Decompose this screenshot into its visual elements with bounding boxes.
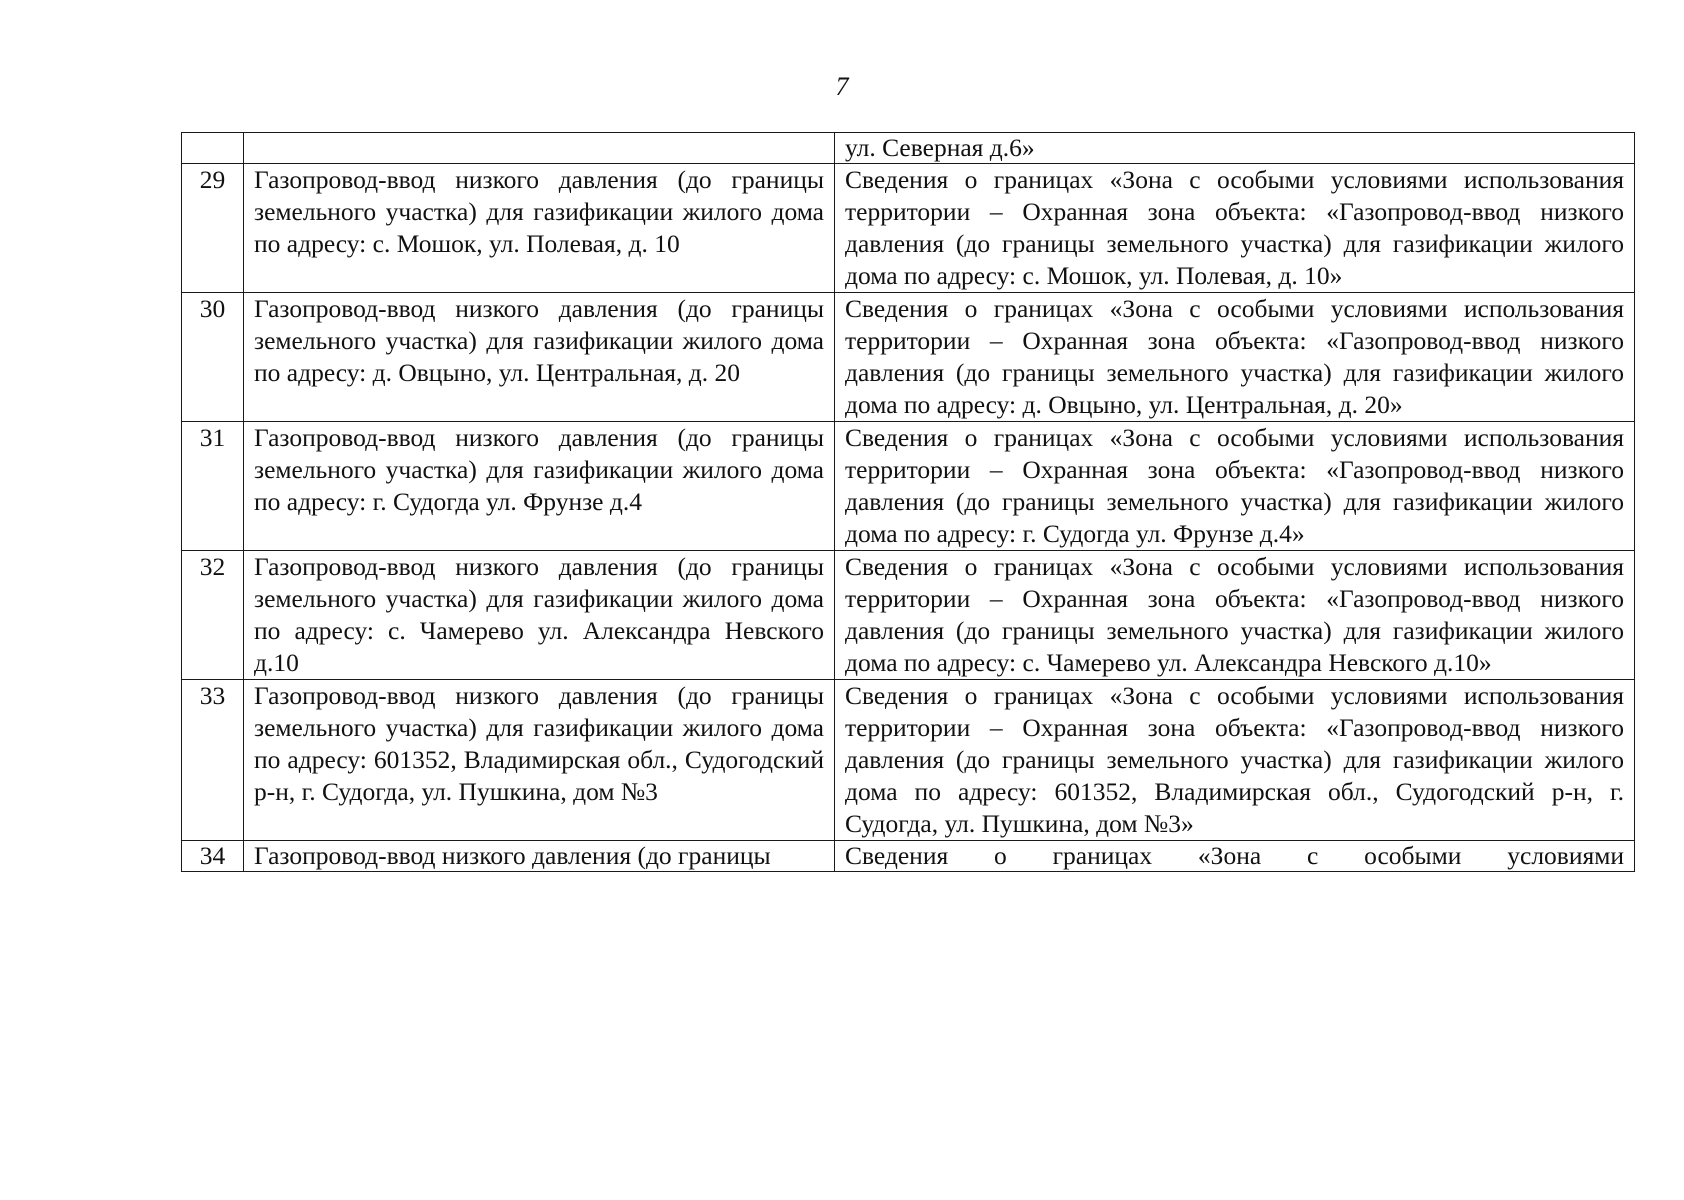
table-row xyxy=(182,164,1635,293)
table-row xyxy=(182,133,1635,164)
object-name-cell: Газопровод-ввод низкого давления (до границы земельного участка) для газификации жилого дома по адресу: 601352, Владимирская обл., Судогодский р-н, г. Судогда, ул. Пушкина, дом №3 xyxy=(244,680,835,841)
object-name-cell: Газопровод-ввод низкого давления (до границы xyxy=(244,841,835,872)
row-number-cell: 34 xyxy=(182,841,244,872)
object-name-cell: Газопровод-ввод низкого давления (до границы земельного участка) для газификации жилого дома по адресу: г. Судогда ул. Фрунзе д.4 xyxy=(244,422,835,551)
table-row xyxy=(182,422,1635,551)
table-row xyxy=(182,841,1635,872)
object-name-cell: Газопровод-ввод низкого давления (до границы земельного участка) для газификации жилого дома по адресу: д. Овцыно, ул. Центральная, д. 20 xyxy=(244,293,835,422)
registry-table xyxy=(181,132,1635,872)
row-number-cell: 32 xyxy=(182,551,244,680)
boundary-info-cell: Сведения о границах «Зона с особыми условиями использования территории – Охранная зона объекта: «Газопровод-ввод низкого давления (до границы земельного участка) для газификации жилого дома по адресу: г. Судогда ул. Фрунзе д.4» xyxy=(835,422,1635,551)
table-row xyxy=(182,551,1635,680)
table-row xyxy=(182,293,1635,422)
table-row xyxy=(182,680,1635,841)
boundary-info-cell: Сведения о границах «Зона с особыми условиями использования территории – Охранная зона объекта: «Газопровод-ввод низкого давления (до границы земельного участка) для газификации жилого дома по адресу: с. Мошок, ул. Полевая, д. 10» xyxy=(835,164,1635,293)
object-name-cell: Газопровод-ввод низкого давления (до границы земельного участка) для газификации жилого дома по адресу: с. Чамерево ул. Александра Невского д.10 xyxy=(244,551,835,680)
object-name-cell: Газопровод-ввод низкого давления (до границы земельного участка) для газификации жилого дома по адресу: с. Мошок, ул. Полевая, д. 10 xyxy=(244,164,835,293)
row-number-cell: 29 xyxy=(182,164,244,293)
boundary-info-cell: Сведения о границах «Зона с особыми условиями использования территории – Охранная зона объекта: «Газопровод-ввод низкого давления (до границы земельного участка) для газификации жилого дома по адресу: с. Чамерево ул. Александра Невского д.10» xyxy=(835,551,1635,680)
row-number-cell: 30 xyxy=(182,293,244,422)
boundary-info-cell: Сведения о границах «Зона с особыми условиями использования территории – Охранная зона объекта: «Газопровод-ввод низкого давления (до границы земельного участка) для газификации жилого дома по адресу: 601352, Владимирская обл., Судогодский р-н, г. Судогда, ул. Пушкина, дом №3» xyxy=(835,680,1635,841)
boundary-info-cell: Сведения о границах «Зона с особыми условиями использования территории – Охранная зона объекта: «Газопровод-ввод низкого давления (до границы земельного участка) для газификации жилого дома по адресу: д. Овцыно, ул. Центральная, д. 20» xyxy=(835,293,1635,422)
page-number: 7 xyxy=(835,72,849,101)
row-number-cell: 31 xyxy=(182,422,244,551)
object-name-cell xyxy=(244,133,835,164)
row-number-cell xyxy=(182,133,244,164)
row-number-cell: 33 xyxy=(182,680,244,841)
boundary-info-cell: ул. Северная д.6» xyxy=(835,133,1635,164)
boundary-info-cell: Сведения о границах «Зона с особыми условиями xyxy=(835,841,1635,872)
